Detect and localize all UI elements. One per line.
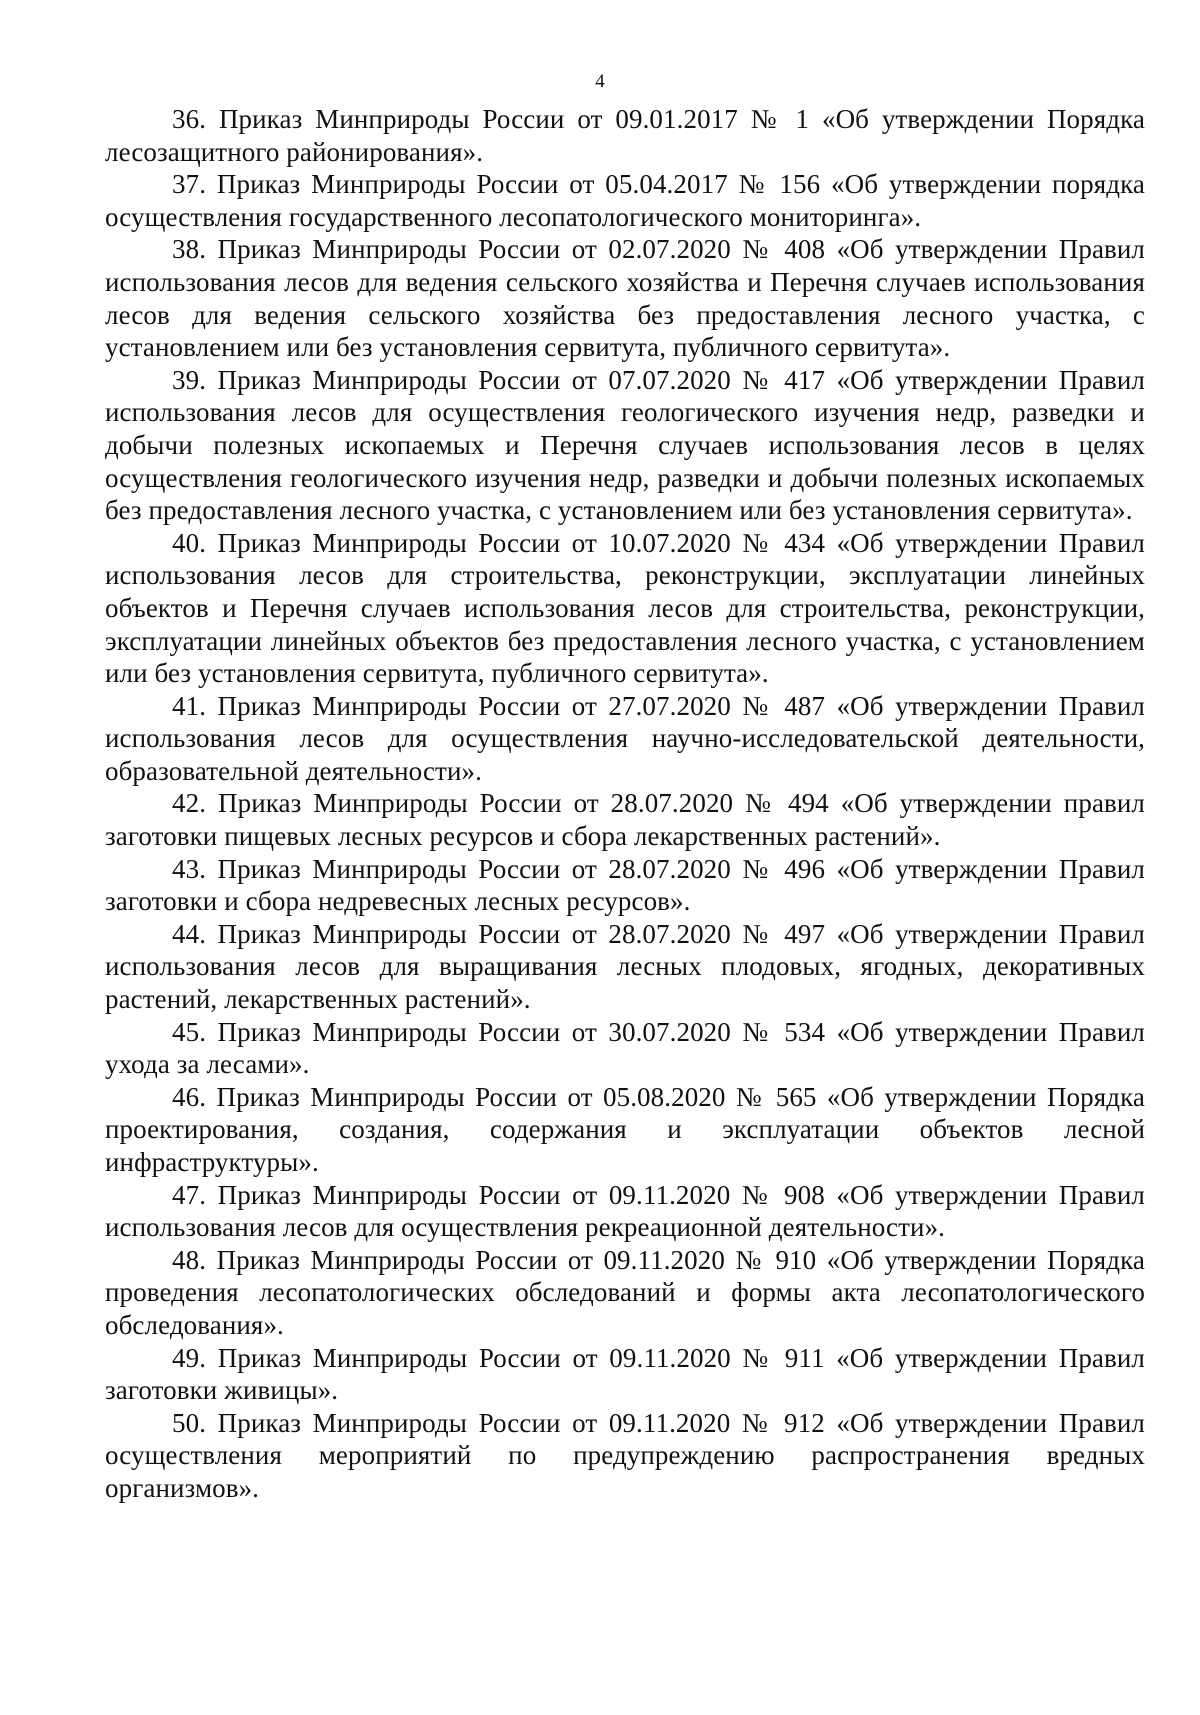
document-body <box>105 103 1145 1505</box>
item-number: 36. <box>172 104 207 134</box>
list-item <box>105 690 1145 788</box>
item-number: 38. <box>172 234 207 265</box>
item-number: 50. <box>172 1407 207 1438</box>
item-number: 41. <box>172 690 207 721</box>
item-text: Приказ Минприроды России от 09.01.2017 № 1 «Об утверждении Порядка лесозащитного районирования». <box>105 104 1145 167</box>
item-number: 49. <box>172 1342 207 1373</box>
item-text: Приказ Минприроды России от 27.07.2020 № 487 «Об утверждении Правил использования лесов для осуществления научно-исследовательской деятельности, образовательной деятельности». <box>105 690 1146 786</box>
item-number: 43. <box>172 853 207 884</box>
page-number: 4 <box>595 71 605 92</box>
item-text: Приказ Минприроды России от 07.07.2020 № 417 «Об утверждении Правил использования лесов для осуществления геологического изучения недр, разведки и добычи полезных ископаемых и Перечня случаев использования лесов в целях осуществления геологического изучения недр, разведки и добычи полезных ископаемых без предоставления лесного участка, с установлением или без установления сервитута». <box>105 364 1146 526</box>
item-text: Приказ Минприроды России от 28.07.2020 № 494 «Об утверждении правил заготовки пищевых лесных ресурсов и сбора лекарственных растений». <box>105 788 1145 852</box>
item-number: 48. <box>172 1244 207 1275</box>
list-item <box>105 918 1145 1016</box>
item-number: 46. <box>172 1081 207 1112</box>
list-item <box>105 1081 1145 1179</box>
list-item <box>105 1407 1145 1505</box>
item-number: 42. <box>172 788 207 819</box>
item-text: Приказ Минприроды России от 05.08.2020 № 565 «Об утверждении Порядка проектирования, создания, содержания и эксплуатации объектов лесной инфраструктуры». <box>105 1081 1145 1177</box>
list-item <box>105 1244 1145 1342</box>
list-item <box>105 1179 1145 1244</box>
item-text: Приказ Минприроды России от 09.11.2020 № 910 «Об утверждении Порядка проведения лесопатологических обследований и формы акта лесопатологического обследования». <box>105 1244 1145 1340</box>
item-number: 39. <box>172 364 207 395</box>
item-number: 47. <box>172 1179 207 1210</box>
item-text: Приказ Минприроды России от 30.07.2020 № 534 «Об утверждении Правил ухода за лесами». <box>105 1016 1146 1080</box>
item-number: 40. <box>172 527 207 558</box>
item-number: 45. <box>172 1016 207 1047</box>
list-item <box>105 103 1145 168</box>
list-item <box>105 527 1145 690</box>
item-text: Приказ Минприроды России от 02.07.2020 № 408 «Об утверждении Правил использования лесов для ведения сельского хозяйства и Перечня случаев использования лесов для ведения сельского хозяйства без предоставления лесного участка, с установлением или без установления сервитута, публичного сервитута». <box>105 234 1146 363</box>
item-number: 44. <box>172 918 207 949</box>
list-item <box>105 853 1145 918</box>
list-item <box>105 364 1145 527</box>
item-text: Приказ Минприроды России от 10.07.2020 № 434 «Об утверждении Правил использования лесов для строительства, реконструкции, эксплуатации линейных объектов и Перечня случаев использования лесов для строительства, реконструкции, эксплуатации линейных объектов без предоставления лесного участка, с установлением или без установления сервитута, публичного сервитута». <box>105 527 1146 689</box>
item-text: Приказ Минприроды России от 28.07.2020 № 497 «Об утверждении Правил использования лесов для выращивания лесных плодовых, ягодных, декоративных растений, лекарственных растений». <box>105 918 1146 1015</box>
list-item <box>105 1342 1145 1407</box>
list-item <box>105 787 1145 852</box>
item-text: Приказ Минприроды России от 28.07.2020 № 496 «Об утверждении Правил заготовки и сбора недревесных лесных ресурсов». <box>105 853 1146 917</box>
item-text: Приказ Минприроды России от 09.11.2020 № 912 «Об утверждении Правил осуществления мероприятий по предупреждению распространения вредных организмов». <box>105 1407 1146 1503</box>
item-text: Приказ Минприроды России от 05.04.2017 № 156 «Об утверждении порядка осуществления государственного лесопатологического мониторинга». <box>105 169 1145 232</box>
item-text: Приказ Минприроды России от 09.11.2020 № 911 «Об утверждении Правил заготовки живицы». <box>105 1342 1145 1406</box>
item-number: 37. <box>172 169 207 200</box>
list-item <box>105 168 1145 233</box>
list-item <box>105 1016 1145 1081</box>
list-item <box>105 233 1145 363</box>
item-text: Приказ Минприроды России от 09.11.2020 № 908 «Об утверждении Правил использования лесов для осуществления рекреационной деятельности». <box>105 1179 1146 1243</box>
